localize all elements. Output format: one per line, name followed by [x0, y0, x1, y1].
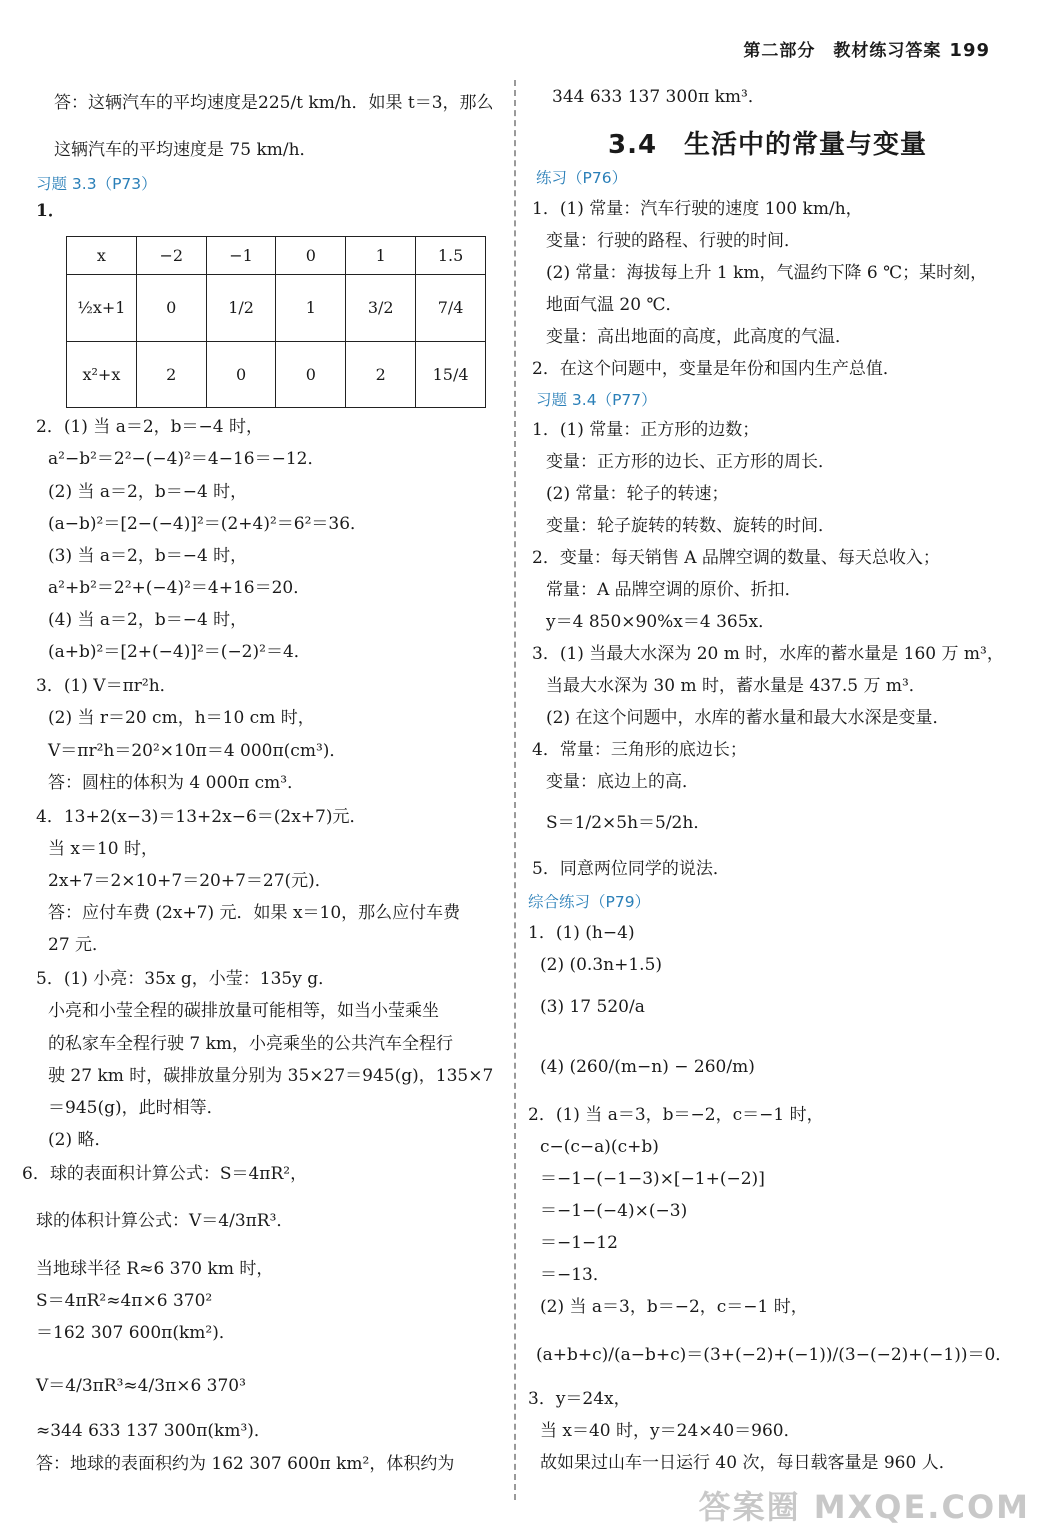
q6-line: 当地球半径 R≈6 370 km 时， — [36, 1259, 274, 1279]
c2-line: c−(c−a)(c+b) — [540, 1137, 659, 1157]
section-exercise-3-4: 习题 3.4（P77） — [536, 391, 657, 409]
table-header-cell: 0 — [276, 237, 346, 275]
e2-line: 2．变量：每天销售 A 品牌空调的数量、每天总收入； — [532, 548, 940, 568]
column-divider — [514, 80, 516, 1500]
e4-line: 4．常量：三角形的底边长； — [532, 740, 747, 760]
q5-line: 的私家车全程行驶 7 km，小亮乘坐的公共汽车全程行 — [48, 1034, 454, 1054]
section-practice-p76: 练习（P76） — [536, 169, 628, 187]
q2-line: (a+b)²＝[2+(−4)]²＝(−2)²＝4． — [48, 642, 311, 662]
e2-line: y＝4 850×90%x＝4 365x． — [546, 612, 776, 632]
table-header-cell: x — [67, 237, 137, 275]
e1-line: 变量：正方形的边长、正方形的周长． — [546, 452, 835, 472]
q5-line: 驶 27 km 时，碳排放量分别为 35×27＝945(g)，135×7 — [48, 1066, 494, 1086]
table-cell: 0 — [136, 275, 206, 341]
question-1-label: 1． — [36, 201, 65, 221]
continued-volume: 344 633 137 300π km³． — [552, 87, 765, 107]
q6-line: 答：地球的表面积约为 162 307 600π km²，体积约为 — [36, 1454, 455, 1474]
table-cell: 3/2 — [346, 275, 416, 341]
page-number: 199 — [949, 40, 990, 61]
section-title-3-4: 3.4 生活中的常量与变量 — [608, 130, 928, 160]
e1-line: (2) 常量：轮子的转速； — [546, 484, 729, 504]
q3-line: 答：圆柱的体积为 4 000π cm³． — [48, 773, 305, 793]
e4-line: 变量：底边上的高． — [546, 772, 699, 792]
q4-line: 2x+7＝2×10+7＝20+7＝27(元)． — [48, 871, 332, 891]
c2-line: ＝−1−(−1−3)×[−1+(−2)] — [540, 1169, 765, 1189]
p1-line: (2) 常量：海拔每上升 1 km，气温约下降 6 ℃；某时刻， — [546, 263, 988, 283]
answer-speed-line1: 答：这辆汽车的平均速度是225/t km/h．如果 t＝3，那么 — [54, 93, 494, 113]
table-cell: 15/4 — [416, 341, 486, 407]
c1-line: (3) 17 520/a — [540, 997, 645, 1017]
table-cell: 2 — [136, 341, 206, 407]
p1-line: 变量：高出地面的高度，此高度的气温． — [546, 327, 852, 347]
q6-line: 6．球的表面积计算公式：S＝4πR²， — [22, 1164, 308, 1184]
q4-line: 27 元． — [48, 935, 110, 955]
table-cell: 0 — [206, 341, 276, 407]
q2-line: (2) 当 a＝2，b＝−4 时， — [48, 482, 248, 502]
table-row-label: ½x+1 — [67, 275, 137, 341]
c2-line: 2．(1) 当 a＝3，b＝−2，c＝−1 时， — [528, 1105, 824, 1125]
table-cell: 0 — [276, 341, 346, 407]
c3-line: 故如果过山车一日运行 40 次，每日载客量是 960 人． — [540, 1453, 956, 1473]
table-header-cell: 1.5 — [416, 237, 486, 275]
c2-line: ＝−1−12 — [540, 1233, 618, 1253]
table-cell: 1/2 — [206, 275, 276, 341]
table-cell: 1 — [276, 275, 346, 341]
c2-line: (a+b+c)/(a−b+c)＝(3+(−2)+(−1))/(3−(−2)+(−1))＝0． — [536, 1345, 1013, 1365]
q6-line: V＝4/3πR³≈4/3π×6 370³ — [36, 1376, 246, 1396]
e1-line: 变量：轮子旋转的转数、旋转的时间． — [546, 516, 835, 536]
e3-line: 3．(1) 当最大水深为 20 m 时，水库的蓄水量是 160 万 m³， — [532, 644, 1004, 664]
q3-line: 3．(1) V＝πr²h． — [36, 676, 177, 696]
c2-line: ＝−1−(−4)×(−3) — [540, 1201, 688, 1221]
table-header-cell: −2 — [136, 237, 206, 275]
answer-speed-line2: 这辆汽车的平均速度是 75 km/h． — [54, 140, 317, 160]
e5-line: 5．同意两位同学的说法． — [532, 859, 730, 879]
c3-line: 当 x＝40 时，y＝24×40＝960． — [540, 1421, 801, 1441]
p1-line: 地面气温 20 ℃． — [546, 295, 683, 315]
c1-line: (2) (0.3n+1.5) — [540, 955, 663, 975]
q5-line: (2) 略． — [48, 1130, 112, 1150]
q5-line: 5．(1) 小亮：35x g，小莹：135y g． — [36, 969, 336, 989]
p1-line: 变量：行驶的路程、行驶的时间． — [546, 231, 801, 251]
c1-line: 1．(1) (h−4) — [528, 923, 635, 943]
table-row-label: x²+x — [67, 341, 137, 407]
c2-line: (2) 当 a＝3，b＝−2，c＝−1 时， — [540, 1297, 808, 1317]
table-cell: 2 — [346, 341, 416, 407]
section-exercise-3-3: 习题 3.3（P73） — [36, 175, 157, 193]
q2-line: a²−b²＝2²−(−4)²＝4−16＝−12． — [48, 449, 325, 469]
q2-line: a²+b²＝2²+(−4)²＝4+16＝20． — [48, 578, 311, 598]
section-comprehensive-p79: 综合练习（P79） — [528, 893, 651, 911]
q2-line: (4) 当 a＝2，b＝−4 时， — [48, 610, 248, 630]
c3-line: 3．y＝24x， — [528, 1389, 631, 1409]
q6-line: ＝162 307 600π(km²)． — [36, 1323, 236, 1343]
value-table — [66, 236, 486, 408]
table-header-cell: 1 — [346, 237, 416, 275]
e3-line: 当最大水深为 30 m 时，蓄水量是 437.5 万 m³． — [546, 676, 926, 696]
c1-line: (4) (260/(m−n) − 260/m) — [540, 1057, 755, 1077]
page-header: 第二部分 教材练习答案 199 — [743, 40, 990, 61]
q6-line: S＝4πR²≈4π×6 370² — [36, 1291, 213, 1311]
q6-line: ≈344 633 137 300π(km³)． — [36, 1421, 271, 1441]
q2-line: (a−b)²＝[2−(−4)]²＝(2+4)²＝6²＝36． — [48, 514, 368, 534]
q4-line: 当 x＝10 时， — [48, 839, 159, 859]
p2-line: 2．在这个问题中，变量是年份和国内生产总值． — [532, 359, 900, 379]
e3-line: (2) 在这个问题中，水库的蓄水量和最大水深是变量． — [546, 708, 950, 728]
table-cell: 7/4 — [416, 275, 486, 341]
e2-line: 常量：A 品牌空调的原价、折扣． — [546, 580, 802, 600]
q6-line: 球的体积计算公式：V＝4/3πR³． — [36, 1211, 294, 1231]
q3-line: (2) 当 r＝20 cm，h＝10 cm 时， — [48, 708, 315, 728]
c2-line: ＝−13． — [540, 1265, 610, 1285]
e1-line: 1．(1) 常量：正方形的边数； — [532, 420, 760, 440]
q2-line: (3) 当 a＝2，b＝−4 时， — [48, 546, 248, 566]
watermark: 答案圈 MXQE.COM — [698, 1488, 1030, 1526]
e4-line: S＝1/2×5h＝5/2h． — [546, 813, 711, 833]
q5-line: 小亮和小莹全程的碳排放量可能相等，如当小莹乘坐 — [48, 1001, 439, 1021]
q5-line: ＝945(g)，此时相等． — [48, 1098, 224, 1118]
q2-line: 2．(1) 当 a＝2，b＝−4 时， — [36, 417, 264, 437]
q3-line: V＝πr²h＝20²×10π＝4 000π(cm³)． — [48, 741, 347, 761]
p1-line: 1．(1) 常量：汽车行驶的速度 100 km/h， — [532, 199, 863, 219]
q4-line: 4．13+2(x−3)＝13+2x−6＝(2x+7)元． — [36, 807, 367, 827]
table-header-cell: −1 — [206, 237, 276, 275]
q4-line: 答：应付车费 (2x+7) 元．如果 x＝10，那么应付车费 — [48, 903, 461, 923]
